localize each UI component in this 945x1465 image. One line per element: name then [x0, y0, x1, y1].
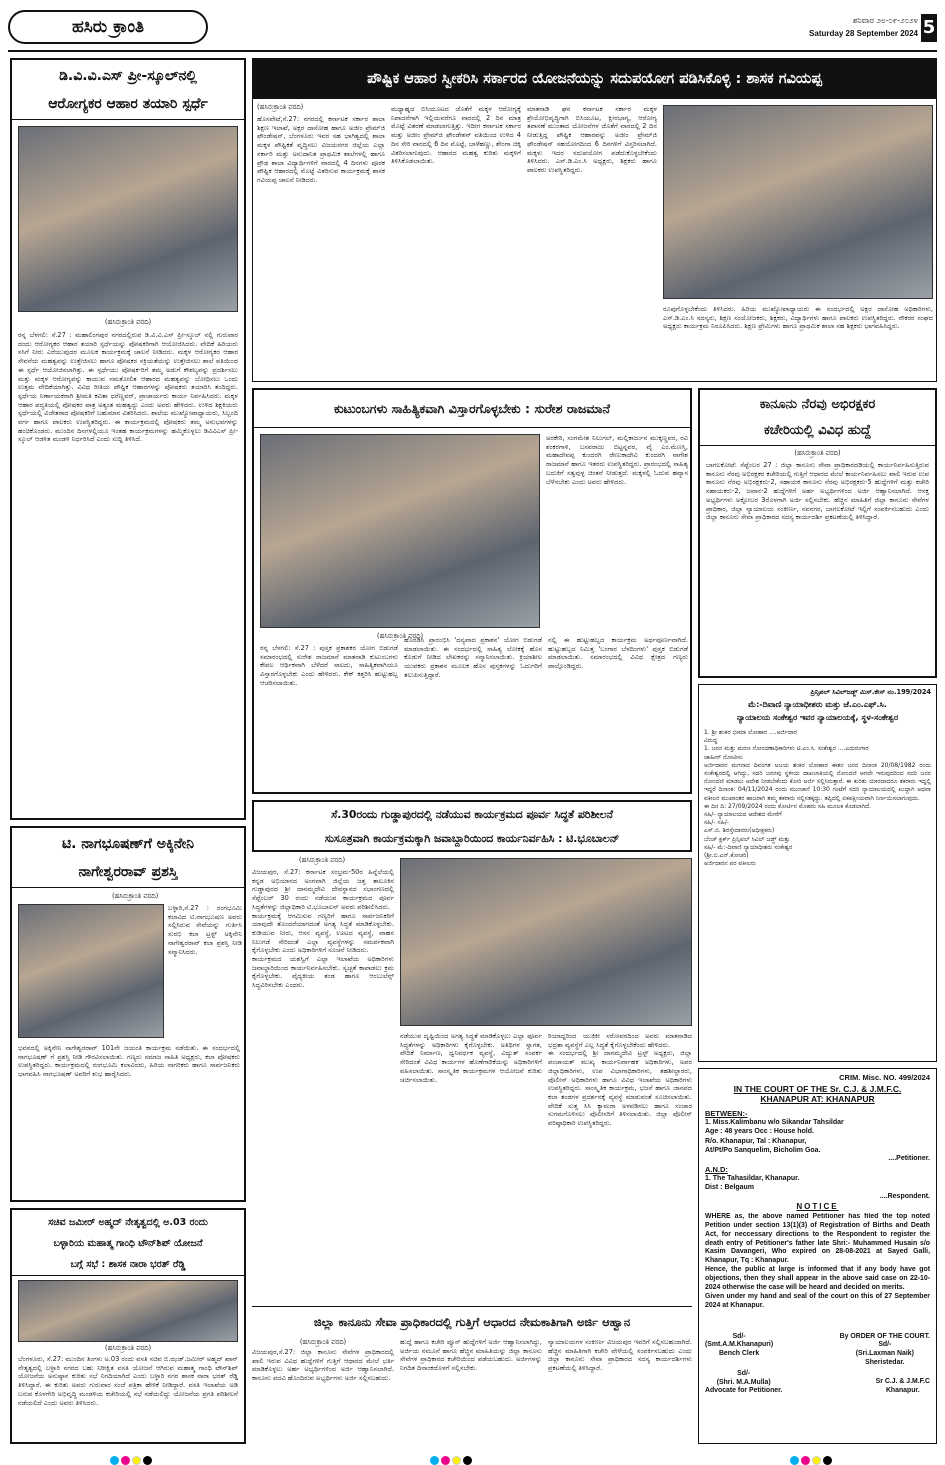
article-school-competition — [10, 58, 246, 820]
notice-petitioner-tag: ....Petitioner. — [888, 1155, 930, 1163]
reg-dot — [452, 1456, 461, 1465]
article-col-3: ನಲ್ಲಿ ಈ ಹುಟ್ಟುಹಬ್ಬದ ಕಾರ್ಯಕ್ರಮ ಅರ್ಥಪೂರ್ಣವಾಗಿದೆ. ಹುಟ್ಟುಹಬ್ಬದ ನಿಮಿತ್ತ 'ಬಂಗಾರ ಬೆಳದಿಂಗಳು' ಪುಸ್ತಕ ಬಿಡುಗಡೆ ಮಾಡಲಾಯಿತು. ಸಮಾರಂಭದಲ್ಲಿ ವಿವಿಧ ಕ್ಷೇತ್ರದ ಗಣ್ಯರು ಪಾಲ್ಗೊಂಡಿದ್ದರು. — [548, 636, 688, 671]
article-body: ರನ್ನ ಬೆಳಗಲಿ: ಸೆ.27 : ಮಹಾಲಿಂಗಪುರ ನಗರದಲ್ಲಿರುವ ಡಿ.ವಿ.ವಿ.ಎಸ್ ಪ್ರೀ-ಸ್ಕೂಲ್ ನಲ್ಲಿ ಗುರುವಾರ ದಂದು ಆರೋಗ್ಯಕರ ಆಹಾರ ತಯಾರಿ ಸ್ಪರ್ಧೆಯನ್ನು ಪೋಷಕರಿಗಾಗಿ ಆಯೋಜಿಸಿದರು. ವೇದಿಕೆ ಹಿರಿಯರು ಸಸಿಗೆ ನೀರು ಎರೆಯುವುದರ ಮೂಲಕ ಕಾರ್ಯಕ್ರಮಕ್ಕೆ ಚಾಲನೆ ನೀಡಿದರು. ಮಕ್ಕಳ ಆರೋಗ್ಯಕರ ಆಹಾರ ಸೇವನೆಯ ಮಹತ್ವವನ್ನು ಉತ್ತೇಜಿಸಲು ಹಾಗೂ ಪೋಷಕರ ಸಕ್ರಿಯತೆಯನ್ನು ಉತ್ತೇಜಿಸಲು ಶಾಲೆ ವತಿಯಿಂದ ಈ ಸ್ಪರ್ಧೆ ಆಯೋಜಿಸಲಾಗಿತ್ತು. ಈ ಸ್ಪರ್ಧೆಯು ಪೋಷಕ-ರಿಗೆ ತಮ್ಮ ಅಡುಗೆ ಕೌಶಲ್ಯವನ್ನು ಪ್ರದರ್ಶಿಸಲು ಮತ್ತು ಮಕ್ಕಳ ಆರೋಗ್ಯವನ್ನು ಕಾಯುವ ಸಮತೋಲಿತ ಆಹಾರದ ಮಹತ್ವವನ್ನು ಬೋಧಿಸಲು ಒಂದು ಉತ್ತಮ ವೇದಿಕೆಯಾಗಿತ್ತು. ವಿವಿಧ ರೀತಿಯ ಪೌಷ್ಟಿಕ ಆಹಾರಗಳನ್ನು ಪೋಷಕರು ತಯಾರಿಸಿ ತಂದಿದ್ದರು. ಸ್ಪರ್ಧೆಯ ನಿರ್ಣಾಯಕರಾಗಿ ಶ್ರೀಮತಿ ಕವಿತಾ ಧರೆಣ್ಣವರ್, ಪ್ರಾಚಾರ್ಯರು ಕಾರ್ಯ ನಿರ್ವಹಿಸಿದರು. ಮಕ್ಕಳ ಆಹಾರ ಪದ್ಧತಿಯಲ್ಲಿ ಪೋಷಕರ ಪಾತ್ರ ಅತ್ಯಂತ ಮಹತ್ವದ್ದು ಎಂದು ಅವರು ಹೇಳಿದರು. ಉಳಿದ ಶಿಕ್ಷಕಿಯರು ಸ್ಪರ್ಧೆಯಲ್ಲಿ ವಿಜೇತರಾದ ಪೋಷಕರಿಗೆ ಬಹುಮಾನ ವಿತರಿಸಿದರು. ಶಾಲೆಯ ಮುಖ್ಯೋಪಾಧ್ಯಾಯರು, ಸಿಬ್ಬಂದಿ ವರ್ಗ ಹಾಗೂ ಪಾಲಕರು ಉಪಸ್ಥಿತರಿದ್ದರು. ಈ ಕಾರ್ಯಕ್ರಮದಲ್ಲಿ ಪೋಷಕರು ತಮ್ಮ ಅನುಭವಗಳನ್ನು ಹಂಚಿಕೊಂಡರು. ಮುಂದಿನ ದಿನಗಳಲ್ಲಿಯೂ ಇಂತಹ ಕಾರ್ಯಕ್ರಮಗಳನ್ನು ಹಮ್ಮಿಕೊಳ್ಳಲು ಡಿವಿವಿಎಸ್ ಪ್ರೀ-ಸ್ಕೂಲ್ ಆಡಳಿತ ಮಂಡಳಿ ನಿರ್ಧರಿಸಿದೆ ಎಂದು ಸುದ್ದಿ ತಿಳಿಸಿದೆ. — [18, 331, 238, 444]
photo-caption: (ಹಸಿರುಕ್ರಾಂತಿ ವರದಿ) — [104, 1344, 152, 1352]
signature-advocate: Sd/- (Shri. M.A.Mulla) Advocate for Petitioner. — [705, 1370, 783, 1395]
headline-family: ಕುಟುಂಬಗಳು ಸಾಹಿತ್ಯಿಕವಾಗಿ ವಿಸ್ತಾರಗೊಳ್ಳಬೇಕು : ಸುರೇಶ ರಾಜಮಾನೆ — [254, 390, 690, 428]
date-kannada: ಶನಿವಾರ ೨೮-೦೯-೨೦೨೪ — [852, 16, 918, 25]
reg-dot — [430, 1456, 439, 1465]
reg-dot — [823, 1456, 832, 1465]
notice-between: BETWEEN:- — [705, 1109, 748, 1118]
notice-body: WHERE as, the above named Petitioner has filed the top noted Petition under section 13(1)(3) of Registration of Births and Death Act, for neccessary directions to the Respondent to register the death entry of Petitioner's father late Shri:- Muhammed Husain s/o Kasim Davangeri, Who expired on 28-08-2021 at Sayed Galli, Khanapur, Tq : Khanapur. Hence, the public at large is informed that if any body have got objections, then they shall appear in the above said case on 22-10-2024 otherwise the case will be heard and decided on merits. Given under my hand and seal of the court on this of 27 September 2024 at Khanapur. — [705, 1212, 930, 1309]
reg-dot — [441, 1456, 450, 1465]
photo-caption: (ಹಸಿರುಕ್ರಾಂತಿ ವರದಿ) — [112, 892, 159, 900]
reg-dot — [132, 1456, 141, 1465]
article-program — [252, 800, 692, 1300]
photo-caption: (ಹಸಿರುಕ್ರಾಂತಿ ವರದಿ) — [299, 1338, 347, 1346]
headline-school — [12, 60, 244, 120]
notice-case-line: ಪ್ರಿನ್ಸಿಪಲ್ ಸಿವಿಲ್‌ಜಡ್ಜ್ ಮಿಸ್.ಕೇಸ್ ನಂ.199/2024 — [810, 688, 931, 696]
registration-marks-left — [110, 1450, 154, 1460]
reg-dot — [463, 1456, 472, 1465]
article-award — [10, 826, 246, 1202]
reg-dot — [110, 1456, 119, 1465]
signature-court: Sr C.J. & J.M.F.C Khanapur. — [875, 1378, 930, 1394]
headline-line: ಸಚಿವ ಜಮೀರ್ ಅಹ್ಮದ್ ನೇತೃತ್ವದಲ್ಲಿ ಅ.03 ರಂದು — [48, 1217, 208, 1228]
photo-caption: (ಹಸಿರುಕ್ರಾಂತಿ ವರದಿ) — [104, 318, 152, 326]
notice-signatures — [705, 1333, 930, 1367]
photo-award — [18, 904, 164, 1038]
signature-bench-clerk: Sd/- (Smt.A.M.Khanapuri) Bench Clerk — [705, 1332, 774, 1357]
photo-caption: (ಹಸಿರುಕ್ರಾಂತಿ ವರದಿ) — [257, 103, 304, 111]
article-left-text: ವಿಜಯಪುರ, ಸೆ.27: ಕರ್ನಾಟಕ ಸಂಭ್ರಮ-50ರ ಹಿನ್ನೆಲೆಯಲ್ಲಿ ಕನ್ನಡ ಅಭಿಯಾನದ ಅಂಗವಾಗಿ ಜಿಲ್ಲೆಯ ಜತ್ತ ತಾಲೂಕಿನ ಗುಡ್ಡಾಪುರದ ಶ್ರೀ ದಾನಮ್ಮದೇವಿ ದೇವಸ್ಥಾನದ ಸಭಾಂಗಣದಲ್ಲಿ ಸೆಪ್ಟೆಂಬರ್ 30 ರಂದು ನಡೆಯುವ ಕಾರ್ಯಕ್ರಮದ ಪೂರ್ವ ಸಿದ್ಧತೆಗಳನ್ನು ಜಿಲ್ಲಾಧಿಕಾರಿ ಟಿ.ಭೂಬಾಲನ್ ಅವರು ಪರಿಶೀಲಿಸಿದರು. ಕಾರ್ಯಕ್ರಮಕ್ಕೆ ಆಗಮಿಸುವ ಗಣ್ಯರಿಗೆ ಹಾಗೂ ಸಾರ್ವಜನಿಕರಿಗೆ ಯಾವುದೇ ತೊಂದರೆಯಾಗದಂತೆ ಅಗತ್ಯ ಸಿದ್ಧತೆ ಮಾಡಿಕೊಳ್ಳಬೇಕು. ಕುಡಿಯುವ ನೀರು, ಆಸನ ವ್ಯವಸ್ಥೆ, ಊಟದ ವ್ಯವಸ್ಥೆ, ವಾಹನ ನಿಲುಗಡೆ ಸೇರಿದಂತೆ ಎಲ್ಲಾ ವ್ಯವಸ್ಥೆಗಳನ್ನು ಸಮರ್ಪಕವಾಗಿ ಕೈಗೊಳ್ಳಬೇಕು ಎಂದು ಅಧಿಕಾರಿಗಳಿಗೆ ಸೂಚನೆ ನೀಡಿದರು. ಕಾರ್ಯಕ್ರಮದ ಯಶಸ್ವಿಗೆ ಎಲ್ಲಾ ಇಲಾಖೆಯ ಅಧಿಕಾರಿಗಳು ಜವಾಬ್ದಾರಿಯಿಂದ ಕಾರ್ಯನಿರ್ವಹಿಸಬೇಕು. ಸ್ವಚ್ಛತೆ ಕಾಪಾಡಲು ಕ್ರಮ ಕೈಗೊಳ್ಳಬೇಕು. ವೈದ್ಯಕೀಯ ತಂಡ ಹಾಗೂ ಆಂಬುಲೆನ್ಸ್ ಸಿದ್ಧವಿರಿಸಬೇಕು ಎಂದರು. — [252, 868, 394, 990]
article-col-2: ಹುದ್ದೆ ಹಾಗೂ ಕಚೇರಿ ಪ್ಯೂನ್ ಹುದ್ದೆಗಳಿಗೆ ಅರ್ಜಿ ಆಹ್ವಾನಿಸಲಾಗಿದ್ದು, ಅರ್ಜಿಯ ನಮೂನೆ ಹಾಗೂ ಹೆಚ್ಚಿನ ಮಾಹಿತಿಯನ್ನು ಜಿಲ್ಲಾ ಕಾನೂನು ಸೇವೆಗಳ ಪ್ರಾಧಿಕಾರದ ಕಚೇರಿಯಿಂದ ಪಡೆಯಬಹುದು. ಅರ್ಜಿಗಳನ್ನು ನಿಗದಿತ ದಿನಾಂಕದೊಳಗೆ ಸಲ್ಲಿಸಬೇಕು. — [400, 1338, 542, 1373]
article-mid-text: ನಡೆಯುವ ದೃಷ್ಟಿಯಿಂದ ಅಗತ್ಯ ಸಿದ್ಧತೆ ಮಾಡಿಕೊಳ್ಳಲು ಎಲ್ಲಾ ಪೂರ್ವ ಸಿದ್ಧತೆಗಳನ್ನು ಅಧಿಕಾರಿಗಳು ಕೈಗೊಳ್ಳಬೇಕು. ಅತಿಥಿಗಳ ಸ್ವಾಗತ, ವೇದಿಕೆ ನಿರ್ಮಾಣ, ಧ್ವನಿವರ್ಧಕ ವ್ಯವಸ್ಥೆ, ವಿದ್ಯುತ್ ಸಂಪರ್ಕ ಸೇರಿದಂತೆ ವಿವಿಧ ಕಾರ್ಯಗಳ ಹೊಣೆಗಾರಿಕೆಯನ್ನು ಅಧಿಕಾರಿಗಳಿಗೆ ವಹಿಸಲಾಯಿತು. ಸಾಂಸ್ಕೃತಿಕ ಕಾರ್ಯಕ್ರಮಗಳ ಆಯೋಜನೆ ಕುರಿತು ಚರ್ಚಿಸಲಾಯಿತು. — [400, 1032, 542, 1084]
headline-line: ಡಿ.ವಿ.ವಿ.ಎಸ್ ಪ್ರೀ-ಸ್ಕೂಲ್‌ನಲ್ಲಿ — [59, 68, 197, 84]
headline-program — [252, 800, 692, 852]
headline-application: ಜಿಲ್ಲಾ ಕಾನೂನು ಸೇವಾ ಪ್ರಾಧಿಕಾರದಲ್ಲಿ ಗುತ್ತಿಗೆ ಆಧಾರದ ನೇಮಕಾತಿಗಾಗಿ ಅರ್ಜಿ ಆಹ್ವಾನ — [252, 1306, 692, 1336]
notice-court-place: KHANAPUR AT: KHANAPUR — [760, 1094, 875, 1104]
article-col-1: ಹೊಸಪೇಟೆ,ಸೆ.27: ನಗರದಲ್ಲಿ ಕರ್ನಾಟಕ ಸರ್ಕಾರ ಶಾಲಾ ಶಿಕ್ಷಣ ಇಲಾಖೆ, ಅಕ್ಷರ ದಾಸೋಹ ಹಾಗೂ ಅಜೀಂ ಪ್ರೇಮ್‌ಜಿ ಫೌಂಡೇಷನ್, ಬೆಂಗಳೂರು ಇವರ ಸಹ ಭಾಗಿತ್ವದಲ್ಲಿ ಶಾಲಾ ಮಕ್ಕಳ ಪೌಷ್ಟಿಕತೆ ವೃದ್ಧಿಸಲು ವಿಜಯನಗರ ಜಿಲ್ಲೆಯ ಎಲ್ಲಾ ಸರ್ಕಾರಿ ಮತ್ತು ಅನುದಾನಿತ ಪ್ರಾಥಮಿಕ ಶಾಲೆಗಳಲ್ಲಿ ಹಾಗೂ ಪ್ರೌಢ ಶಾಲಾ ವಿದ್ಯಾರ್ಥಿಗಳಿಗೆ ವಾರದಲ್ಲಿ 4 ದಿನಗಳು ಪೂರಕ ಪೌಷ್ಟಿಕ ಆಹಾರದಲ್ಲಿ ಮೊಟ್ಟೆ ವಿತರಿಸುವ ಕಾರ್ಯಕ್ರಮಕ್ಕೆ ಶಾಸಕ ಗವಿಯಪ್ಪ ಚಾಲನೆ ನೀಡಿದರು. — [257, 115, 385, 184]
article-col-2: ಹೊರಡಿಸಿ ಪ್ರಾರಂಭಿಸಿ 'ದನ್ಯವಾದ ಪ್ರಕಾಶನ' ಯೋಗ ಬಿಡುಗಡೆ ಮಾಡಲಾಯಿತು. ಈ ಸಂದರ್ಭದಲ್ಲಿ ಸಾಹಿತ್ಯ ಲೋಕಕ್ಕೆ ಹೊಸ ಕೊಡುಗೆ ನೀಡಿದ ಲೇಖಕರನ್ನು ಸನ್ಮಾನಿಸಲಾಯಿತು. ಕ್ರಿಯಾಶೀಲ ಯುವಕರು ಪ್ರಕಾಶನ ಮೂಲಕ ಹೊಸ ಪುಸ್ತಕಗಳನ್ನು ಓದುಗರಿಗೆ ತಲುಪಿಸುತ್ತಿದ್ದಾರೆ. — [404, 636, 542, 679]
notice-court-line: ನ್ಯಾಯಾಲಯ ಸಂಕೇಶ್ವರ ಇವರ ನ್ಯಾಯಾಲಯಕ್ಕೆ, ಸ್ಥಳ-ಸಂಕೇಶ್ವರ — [736, 713, 899, 722]
photo-book-release — [260, 434, 540, 628]
registration-marks-center — [430, 1450, 474, 1460]
photo-caption: (ಹಸಿರುಕ್ರಾಂತಿ ವರದಿ) — [298, 856, 346, 864]
article-col-3: ನ್ಯಾಯಾಲಯಗಳ ಸಂಕೀರ್ಣ ವಿಜಯಪುರ ಇವರಿಗೆ ಸಲ್ಲಿಸಬಹುದಾಗಿದೆ. ಹೆಚ್ಚಿನ ಮಾಹಿತಿಗಾಗಿ ಕಚೇರಿ ವೇಳೆಯಲ್ಲಿ ಸಂಪರ್ಕಿಸಬಹುದು ಎಂದು ಜಿಲ್ಲಾ ಕಾನೂನು ಸೇವಾ ಪ್ರಾಧಿಕಾರದ ಸದಸ್ಯ ಕಾರ್ಯದರ್ಶಿಗಳು ಪ್ರಕಟಣೆಯಲ್ಲಿ ತಿಳಿಸಿದ್ದಾರೆ. — [548, 1338, 692, 1373]
photo-nutrition-event — [663, 105, 933, 299]
article-col-1: ವಿಜಯಪುರ,ಸೆ.27: ಜಿಲ್ಲಾ ಕಾನೂನು ಸೇವೆಗಳ ಪ್ರಾಧಿಕಾರದಲ್ಲಿ ಖಾಲಿ ಇರುವ ವಿವಿಧ ಹುದ್ದೆಗಳಿಗೆ ಗುತ್ತಿಗೆ ಆಧಾರದ ಮೇಲೆ ಭರ್ತಿ ಮಾಡಿಕೊಳ್ಳಲು ಅರ್ಹ ಅಭ್ಯರ್ಥಿಗಳಿಂದ ಅರ್ಜಿ ಆಹ್ವಾನಿಸಲಾಗಿದೆ. ಕಾನೂನು ಪದವಿ ಹೊಂದಿರುವ ಅಭ್ಯರ್ಥಿಗಳು ಅರ್ಜಿ ಸಲ್ಲಿಸಬಹುದು. — [252, 1348, 394, 1383]
notice-signatures — [705, 1370, 930, 1396]
notice-court-title: IN THE COURT OF THE Sr. C.J. & J.M.F.C. — [733, 1084, 902, 1094]
reg-dot — [790, 1456, 799, 1465]
page-number: 5 — [921, 14, 937, 42]
notice-respondent: 1. The Tahasildar, Khanapur. Dist : Belgaum — [705, 1175, 800, 1192]
article-side-text: ಬಳ್ಳಾರಿ,ಸೆ.27 : ರಂಗಭೂಮಿ ಕಲಾವಿದ ಟಿ.ನಾಗಭೂಷಣ ಅವರು ಸಲ್ಲಿಸಿರುವ ಸೇವೆಯನ್ನು ಗುರ್ತಿಸಿ ಸುರಭಿ ಕಲಾ ಟ್ರಸ್ಟ್ ಅಕ್ಕಿನೇನಿ ನಾಗೇಶ್ವರರಾವ್ ಕಲಾ ಪ್ರಶಸ್ತಿ ನೀಡಿ ಸನ್ಮಾನಿಸಿದರು. — [168, 904, 242, 956]
article-family — [252, 388, 692, 794]
article-nutrition — [252, 58, 937, 382]
masthead — [8, 8, 937, 52]
notice-body: 1. ಶ್ರೀ ಶಂಕರ ಭೀಮಾ ಲೋಹಾರ ....ಅರ್ಜಿದಾರ ವಿರುದ್ಧ 1. ಜನನ ಮತ್ತು ಮರಣ ನೋಂದಣಾಧಿಕಾರಿಗಳು ಟಿ.ಎಂ.ಸಿ. ಸಂಕೇಶ್ವರ ....ಎದುರುಗಾರ ಜಾಹೀರ್ ನೋಟೀಸು ಅರ್ಜಿದಾರನ ಮಗನಾದ ದಿವಂಗತ ಅಜಯ ಶಂಕರ ಲೋಹಾರ ಈತನ ಜನನ ದಿನಾಂಕ 20/08/1982 ರಂದು ಸಂಕೇಶ್ವರದಲ್ಲಿ ಆಗಿದ್ದು, ಸದರಿ ಜನನವು ಸ್ಥಳೀಯ ದಾಖಲಾತಿಯಲ್ಲಿ ನೋಂದಣಿ ಆಗದೇ ಇರುವುದರಿಂದ ಸದರಿ ಜನನ ನೋಂದಣಿ ಮಾಡಲು ಆದೇಶ ನೀಡಬೇಕೆಂದು ಕೋರಿ ಅರ್ಜಿ ಸಲ್ಲಿಸಿರುತ್ತಾರೆ. ಈ ಕುರಿತು ಯಾರದಾದರೂ ತಕರಾರು ಇದ್ದಲ್ಲಿ ಇದ್ದರೆ ದಿನಾಂಕ: 04/11/2024 ರಂದು ಮುಂಜಾನೆ 10:30 ಗಂಟೆಗೆ ಸದರಿ ನ್ಯಾಯಾಲಯದಲ್ಲಿ ಖುದ್ದಾಗಿ ಅಥವಾ ವಕೀಲರ ಮುಖಾಂತರ ಹಾಜರಾಗಿ ತಮ್ಮ ತಕರಾರು ಸಲ್ಲಿಸತಕ್ಕದ್ದು. ತಪ್ಪಿದಲ್ಲಿ ಏಕಪಕ್ಷೀಯವಾಗಿ ನಿರ್ಣಯಿಸಲಾಗುವುದು. ಈ ದಿನ ದಿ: 27/09/2024 ರಂದು ಕೋರ್ಟಿನ ಮೊಹರು ಸಹಿ ಮೂಲಕ ಕೊಡಲಾಗಿದೆ. ಸಹಿ/- ನ್ಯಾಯಾಲಯದ ಆದೇಶದ ಮೇರೆಗೆ ಸಹಿ/- ಸಹಿ/- ಎಸ್.ಬಿ. ಶಿರಸ್ತೇದಾರರು(ಅಧೀಕ್ಷಕರು) ಬೆಂಚ್ ಕ್ಲರ್ಕ್ ಪ್ರಿನ್ಸಿಪಲ್ ಸಿವಿಲ್ ಜಡ್ಜ್ ಮತ್ತು ಸಹಿ/- ಮೆ:-ದಿವಾಣಿ ನ್ಯಾಯಾಧೀಶರು ಸಂಕೇಶ್ವರ (ಶ್ರೀ.ಬಿ.ಎನ್.ಕೋಚರಿ) ಅರ್ಜಿದಾರನ ಪರ ವಕೀಲರು — [704, 729, 931, 868]
headline-line: ಬಳ್ಳಾರಿಯ ಮಹಾತ್ಮ ಗಾಂಧಿ ಟೌನ್‌ಶಿಪ್ ಯೋಜನೆ — [53, 1238, 203, 1249]
headline-line: ಸೆ.30ರಂದು ಗುಡ್ಡಾಪುರದಲ್ಲಿ ನಡೆಯುವ ಕಾರ್ಯಕ್ರಮದ ಪೂರ್ವ ಸಿದ್ಧತೆ ಪರಿಶೀಲನೆ — [331, 808, 613, 821]
reg-dot — [801, 1456, 810, 1465]
masthead-title: ಹಸಿರು ಕ್ರಾಂತಿ — [71, 17, 145, 37]
headline-nutrition: ಪೌಷ್ಟಿಕ ಆಹಾರ ಸ್ವೀಕರಿಸಿ ಸರ್ಕಾರದ ಯೋಜನೆಯನ್ನು ಸದುಪಯೋಗ ಪಡಿಸಿಕೊಳ್ಳಿ : ಶಾಸಕ ಗವಿಯಪ್ಪ — [253, 59, 936, 99]
masthead-date-box — [748, 14, 918, 42]
article-legal-vacancy — [698, 388, 937, 678]
headline-line: ನಾಗೇಶ್ವರರಾವ್ ಪ್ರಶಸ್ತಿ — [78, 864, 178, 880]
legal-notice-kannada — [698, 684, 937, 1062]
photo-meeting — [18, 1280, 238, 1342]
registration-marks-right — [790, 1450, 834, 1460]
notice-heading: NOTICE — [796, 1201, 839, 1211]
headline-line: ಆರೋಗ್ಯಕರ ಆಹಾರ ತಯಾರಿ ಸ್ಪರ್ಧೆ — [48, 96, 208, 112]
notice-and: A.N.D: — [705, 1165, 728, 1175]
article-body: ಭವನದಲ್ಲಿ ಅಕ್ಕಿನೇನಿ ನಾಗೇಶ್ವರರಾವ್ 101ನೇ ಜಯಂತಿ ಕಾರ್ಯಕ್ರಮ ನಡೆಯಿತು. ಈ ಸಂದರ್ಭದಲ್ಲಿ ನಾಗಭೂಷಣ್ ಗೆ ಪ್ರಶಸ್ತಿ ನೀಡಿ ಗೌರವಿಸಲಾಯಿತು. ಗಣ್ಯರು ಸಮಾಜ ಸಾಹಿತಿ ಅಧ್ಯಕ್ಷರು, ಕಲಾ ಪೋಷಕರು ಉಪಸ್ಥಿತರಿದ್ದರು. ಕಾರ್ಯಕ್ರಮದಲ್ಲಿ ರಂಗಭೂಮಿ ಕಲಾವಿದರು, ಹಿರಿಯ ನಾಗರಿಕರು ಹಾಗೂ ಸಾರ್ವಜನಿಕರು ಭಾಗವಹಿಸಿ ನಾಗಭೂಷಣ್ ಅವರಿಗೆ ಶುಭ ಹಾರೈಸಿದರು. — [18, 1044, 240, 1079]
masthead-title-box — [8, 10, 208, 44]
article-meeting — [10, 1208, 246, 1444]
article-col-3: ಮಾತನಾಡಿ ಘನ ಕರ್ನಾಟಕ ಸರ್ಕಾರ ಮಕ್ಕಳ ಶ್ರೇಯೋಭಿವೃದ್ಧಿಗಾಗಿ ಬಿಸಿಯೂಟ, ಕ್ಷೀರಭಾಗ್ಯ, ಆರೋಗ್ಯ ತಪಾಸಣೆ ಮುಂತಾದ ಯೋಜನೆಗಳ ಜೊತೆಗೆ ವಾರದಲ್ಲಿ 2 ದಿನ ನೀಡುತ್ತಿದ್ದ ಪೌಷ್ಟಿಕ ಆಹಾರವನ್ನು ಅಜೀಂ ಪ್ರೇಮ್‌ಜಿ ಫೌಂಡೇಷನ್ ಸಹಯೋಗದಿಂದ 6 ದಿನಗಳಿಗೆ ವಿಸ್ತರಿಸಲಾಗಿದೆ. ಮಕ್ಕಳು ಇದರ ಸದುಪಯೋಗ ಪಡೆದುಕೊಳ್ಳಬೇಕೆಂದು ತಿಳಿಸಿದರು. ಎಸ್.ಡಿ.ಎಂ.ಸಿ ಅಧ್ಯಕ್ಷರು, ಶಿಕ್ಷಕರು ಹಾಗೂ ಪಾಲಕರು ಉಪಸ್ಥಿತರಿದ್ದರು. — [527, 105, 657, 174]
article-right-text: ರಿಯಾದ್ದರಿಂದ ಯುಕಿಕೀ ಸರೋವರದಿಂದ ಅವರು ಮಾತನಾಡಿದ ಭದ್ರತಾ ವ್ಯವಸ್ಥೆಗೆ ಎಲ್ಲ ಸಿದ್ಧತೆ ಕೈಗೊಳ್ಳಬೇಕೆಂದು ಹೇಳಿದರು. ಈ ಸಂದರ್ಭದಲ್ಲಿ ಶ್ರೀ ದಾನಮ್ಮದೇವಿ ಟ್ರಸ್ಟ್ ಅಧ್ಯಕ್ಷರು, ಜಿಲ್ಲಾ ಪಂಚಾಯತ್ ಮುಖ್ಯ ಕಾರ್ಯನಿರ್ವಾಹಕ ಅಧಿಕಾರಿಗಳು, ಅಪರ ಜಿಲ್ಲಾಧಿಕಾರಿಗಳು, ಉಪ ವಿಭಾಗಾಧಿಕಾರಿಗಳು, ತಹಶೀಲ್ದಾರರು, ಪೊಲೀಸ್ ಅಧಿಕಾರಿಗಳು ಹಾಗೂ ವಿವಿಧ ಇಲಾಖೆಯ ಅಧಿಕಾರಿಗಳು ಉಪಸ್ಥಿತರಿದ್ದರು. ಸಾಂಸ್ಕೃತಿಕ ಕಾರ್ಯಕ್ರಮ, ಭಜನೆ ಹಾಗೂ ಜಾನಪದ ಕಲಾ ತಂಡಗಳ ಪ್ರದರ್ಶನಕ್ಕೆ ವ್ಯವಸ್ಥೆ ಮಾಡುವಂತೆ ಸೂಚಿಸಲಾಯಿತು. ವೇದಿಕೆ ಸುತ್ತ ಸಿಸಿ ಕ್ಯಾಮರಾ ಅಳವಡಿಸಲು ಹಾಗೂ ಸಂಚಾರ ಸುಗಮಗೊಳಿಸಲು ಪೊಲೀಸರಿಗೆ ತಿಳಿಸಲಾಯಿತು. ಜಿಲ್ಲಾ ಪೊಲೀಸ್ ವರಿಷ್ಠಾಧಿಕಾರಿ ಉಪಸ್ಥಿತರಿದ್ದರು. — [548, 1032, 692, 1128]
legal-notice-english — [698, 1068, 937, 1444]
photo-school-event — [18, 126, 238, 312]
date-english: Saturday 28 September 2024 — [809, 29, 918, 38]
headline-award — [12, 828, 244, 888]
reg-dot — [121, 1456, 130, 1465]
reg-dot — [143, 1456, 152, 1465]
headline-line: ಬಗ್ಗೆ ಸಭೆ : ಶಾಸಕ ನಾರಾ ಭರತ್ ರೆಡ್ಡಿ — [70, 1259, 186, 1270]
reg-dot — [812, 1456, 821, 1465]
article-body: ಬೆಂಗಳೂರು, ಸೆ.27: ಮುಂದಿನ ತಿಂಗಳು ಅ.03 ರಂದು ವಸತಿ ಸಚಿವ ಬಿ.ಝಡ್.ಜಮೀರ್ ಅಹ್ಮದ್ ಖಾನ್ ನೇತೃತ್ವದಲ್ಲಿ ಬಳ್ಳಾರಿ ನಗರದ ಬಹು ನಿರೀಕ್ಷಿತ ವಸತಿ ಯೋಜನೆ ಆಗಿರುವ ಮಹಾತ್ಮ ಗಾಂಧಿ ಟೌನ್‌ಶಿಪ್ ಯೋಜನೆಯ ಅನುಷ್ಠಾನ ಕುರಿತು ಸಭೆ ನಿಗದಿಯಾಗಿದೆ ಎಂದು ಬಳ್ಳಾರಿ ನಗರ ಶಾಸಕ ನಾರಾ ಭರತ್ ರೆಡ್ಡಿ ತಿಳಿಸಿದ್ದಾರೆ. ಈ ಕುರಿತು ಅವರು ಗುರುವಾರ ಸಂಜೆ ಪತ್ರಿಕಾ ಹೇಳಿಕೆ ನೀಡಿದ್ದಾರೆ. ವಸತಿ ಇಲಾಖೆಯ ಅಡಿ ಬರುವ ಕೊಳಗೇರಿ ಅಭಿವೃದ್ಧಿ ಮಂಡಳಿಯ ಕಚೇರಿಯಲ್ಲಿ ಸಭೆ ನಡೆಯಲಿದ್ದು ಯೋಜನೆಯ ಪ್ರಗತಿ ಪರಿಶೀಲನೆ ನಡೆಯಲಿದೆ ಎಂದು ಅವರು ತಿಳಿಸಿದರು. — [18, 1355, 238, 1407]
photo-caption: (ಹಸಿರುಕ್ರಾಂತಿ ವರದಿ) — [794, 449, 841, 457]
notice-respondent-tag: ....Respondent. — [879, 1192, 930, 1200]
article-side-text: ಅರಕೇರಿ, ಸಂಗಮೇಶ ನಿಲುಗಲ್, ಮಲ್ಲಿಕಾರ್ಜುನ ಮುಕ್ಕಣ್ಣವರ, ರವಿ ಶಂಕರಗಾಳಿ, ಬಸವರಾಜು ಬಿಟ್ಟನ್ನವರ, ವೈ ಎಂ.ಮೆಣಸ್ತಿ, ಮಹಾದೇವಪ್ಪ ಕುಂದರಗಿ ರೇಣುಕಾದೇವಿ ಕುಂದರಗಿ ನಾಗೇಶ ರಾಜಮಾನೆ ಹಾಗೂ ಇತರರು ಉಪಸ್ಥಿತರಿದ್ದರು. ಪ್ರಾರಂಭದಲ್ಲಿ ಸಾಹಿತ್ಯ ಬದುಕಿಗೆ ಸತ್ವವುಳ್ಳ ಚಿಂತನೆ ನೀಡುತ್ತದೆ. ಮಕ್ಕಳಲ್ಲಿ ಓದುವ ಹವ್ಯಾಸ ಬೆಳೆಸಬೇಕು ಎಂದು ಅವರು ಹೇಳಿದರು. — [546, 434, 688, 486]
signature-sheristedar: By ORDER OF THE COURT. Sd/- (Sri.Laxman Naik) Sheristedar. — [839, 1332, 930, 1366]
article-col-1: ರನ್ನ ಬೆಳಗಲಿ: ಸೆ.27 : ಪುಸ್ತಕ ಪ್ರಕಾಶಕರ ಯೋಗ ಬಿಡುಗಡೆ ಸಮಾರಂಭದಲ್ಲಿ ಸುರೇಶ ರಾಜಮಾನೆ ಮಾತನಾಡಿ ಕುಟುಂಬಗಳು ಕೇವಲ ಆರ್ಥಿಕವಾಗಿ ಬೆಳೆದರೆ ಸಾಲದು, ಸಾಹಿತ್ಯಿಕವಾಗಿಯೂ ವಿಸ್ತಾರಗೊಳ್ಳಬೇಕು ಎಂದು ಹೇಳಿದರು. ಕೇಕ್ ಕತ್ತರಿಸಿ ಹುಟ್ಟುಹಬ್ಬ ಆಚರಿಸಲಾಯಿತು. — [260, 644, 398, 687]
headline-line: ಸುಸೂತ್ರವಾಗಿ ಕಾರ್ಯಕ್ರಮಕ್ಕಾಗಿ ಜವಾಬ್ದಾರಿಯಿಂದ ಕಾರ್ಯನಿರ್ವಹಿಸಿ : ಟಿ.ಭೂಬಾಲನ್ — [324, 832, 620, 845]
article-col-4: ರೂಪುಗೊಳ್ಳಬೇಕೆಂದು ತಿಳಿಸಿದರು. ಹಿರಿಯ ಮುಖ್ಯೋಪಾಧ್ಯಾಯರು ಈ ಸಂದರ್ಭದಲ್ಲಿ ಅಕ್ಷರ ದಾಸೋಹ ಅಧಿಕಾರಿಗಳು, ಎಸ್.ಡಿ.ಎಂ.ಸಿ ಸದಸ್ಯರು, ಶಿಕ್ಷಣ ಸಂಯೋಜಕರು, ಶಿಕ್ಷಕರು, ವಿದ್ಯಾರ್ಥಿಗಳು ಹಾಗೂ ಪಾಲಕರು ಉಪಸ್ಥಿತರಿದ್ದರು. ನೌಕರರ ಸಂಘದ ಅಧ್ಯಕ್ಷರು ಕಾರ್ಯಕ್ರಮ ನಿರೂಪಿಸಿದರು. ಶಿಕ್ಷಣ ಪ್ರೇಮಿಗಳು ಹಾಗೂ ಪ್ರಾಥಮಿಕ ಶಾಲಾ ಸಹ ಶಿಕ್ಷಕರು ಭಾಗವಹಿಸಿದ್ದರು. — [663, 305, 933, 331]
article-application — [252, 1306, 692, 1444]
headline-line: ಟಿ. ನಾಗಭೂಷಣ್‌ಗೆ ಅಕ್ಕಿನೇನಿ — [61, 836, 195, 852]
article-col-2: ಮಧ್ಯಾಹ್ನದ ಬಿಸಿಯೂಟದ ಜೊತೆಗೆ ಮಕ್ಕಳ ಆರೋಗ್ಯಕ್ಕೆ ನಿಪಾದನೆಗಾಗಿ ಇಲ್ಲಿಯವರೆಗೂ ವಾರದಲ್ಲಿ 2 ದಿನ ಮಾತ್ರ ಮೊಟ್ಟೆ ವಿತರಣೆ ಮಾಡಲಾಗುತ್ತಿತ್ತು. ಇದೀಗ ಕರ್ನಾಟಕ ಸರ್ಕಾರ ಮತ್ತು ಅಜೀಂ ಪ್ರೇಮ್‌ಜಿ ಫೌಂಡೇಶನ್ ವತಿಯಿಂದ ಉಳಿದ 4 ದಿನ ಸೇರಿ ವಾರದಲ್ಲಿ 6 ದಿನ ಮೊಟ್ಟೆ, ಬಾಳೆಹಣ್ಣು, ಶೇಂಗಾ ಚಿಕ್ಕಿ ವಿತರಿಸಲಾಗುವುದು. ಆಹಾರದ ಮಹತ್ವ ಕುರಿತು ಮಕ್ಕಳಿಗೆ ತಿಳಿಸಿಕೊಡಲಾಯಿತು. — [391, 105, 521, 166]
headline-meeting — [12, 1210, 244, 1276]
notice-case-number: CRIM. Misc. NO. 499/2024 — [839, 1073, 930, 1082]
photo-inspection — [400, 858, 692, 1026]
headline-line: ಕಾನೂನು ನೆರವು ಅಭಿರಕ್ಷಕರ — [759, 397, 876, 412]
headline-legal — [700, 390, 935, 446]
notice-court-line: ಮೆ:-ದಿವಾಣಿ ನ್ಯಾಯಾಧೀಶರು ಮತ್ತು ಜೆ.ಎಂ.ಎಫ್.ಸಿ. — [748, 700, 887, 709]
photo-caption: (ಹಸಿರುಕ್ರಾಂತಿ ವರದಿ) — [376, 632, 424, 640]
article-body: ಬಾಗಲಕೋಟೆ: ಸೆಪ್ಟೆಂಬರ 27 : ಜಿಲ್ಲಾ ಕಾನೂನು ಸೇವಾ ಪ್ರಾಧಿಕಾರದಡಿಯಲ್ಲಿ ಕಾರ್ಯನಿರ್ವಹಿಸುತ್ತಿರುವ ಕಾನೂನು ನೆರವು ಅಭಿರಕ್ಷಕರ ಕಚೇರಿಯಲ್ಲಿ ಗುತ್ತಿಗೆ ಆಧಾರದ ಮೇಲೆ ಕಾರ್ಯನಿರ್ವಹಿಸಲು ಖಾಲಿ ಇರುವ ಉಪ ಕಾನೂನು ನೆರವು ಅಭಿರಕ್ಷಕರು-2, ಸಹಾಯಕ ಕಾನೂನು ನೆರವು ಅಭಿರಕ್ಷಕರು-5 ಹುದ್ದೆಗಳಿಗೆ ಮತ್ತು ಕಚೇರಿ ಸಹಾಯಕರು-2, ಜವಾನ-2 ಹುದ್ದೆಗಳಿಗೆ ಅರ್ಹ ಅಭ್ಯರ್ಥಿಗಳಿಂದ ಅರ್ಜಿ ಆಹ್ವಾನಿಸಲಾಗಿದೆ. ಆಸಕ್ತ ಅಭ್ಯರ್ಥಿಗಳು ಅಕ್ಟೋಬರ 3ರೊಳಗಾಗಿ ಅರ್ಜಿ ಸಲ್ಲಿಸಬೇಕು. ಹೆಚ್ಚಿನ ಮಾಹಿತಿಗೆ ಜಿಲ್ಲಾ ಕಾನೂನು ಸೇವೆಗಳ ಪ್ರಾಧಿಕಾರ, ಜಿಲ್ಲಾ ನ್ಯಾಯಾಲಯ ಸಂಕೀರ್ಣ, ನವನಗರ, ಬಾಗಲಕೋಟೆ ಇಲ್ಲಿಗೆ ಸಂಪರ್ಕಿಸಬಹುದು ಎಂದು ಜಿಲ್ಲಾ ಕಾನೂನು ಸೇವಾ ಪ್ರಾಧಿಕಾರದ ಸದಸ್ಯ ಕಾರ್ಯದರ್ಶಿ ಪ್ರಕಟಣೆಯಲ್ಲಿ ತಿಳಿಸಿದ್ದಾರೆ. — [706, 461, 929, 522]
notice-petitioner: 1. Miss.Kalimbanu w/o Sikandar Tahsildar Age : 48 years Occ : House hold. R/o. Khanapur, Tal : Khanapur, At/Pt/Po Sanquelim, Bicholim Goa. — [705, 1119, 844, 1154]
headline-line: ಕಚೇರಿಯಲ್ಲಿ ವಿವಿಧ ಹುದ್ದೆ — [763, 423, 872, 438]
